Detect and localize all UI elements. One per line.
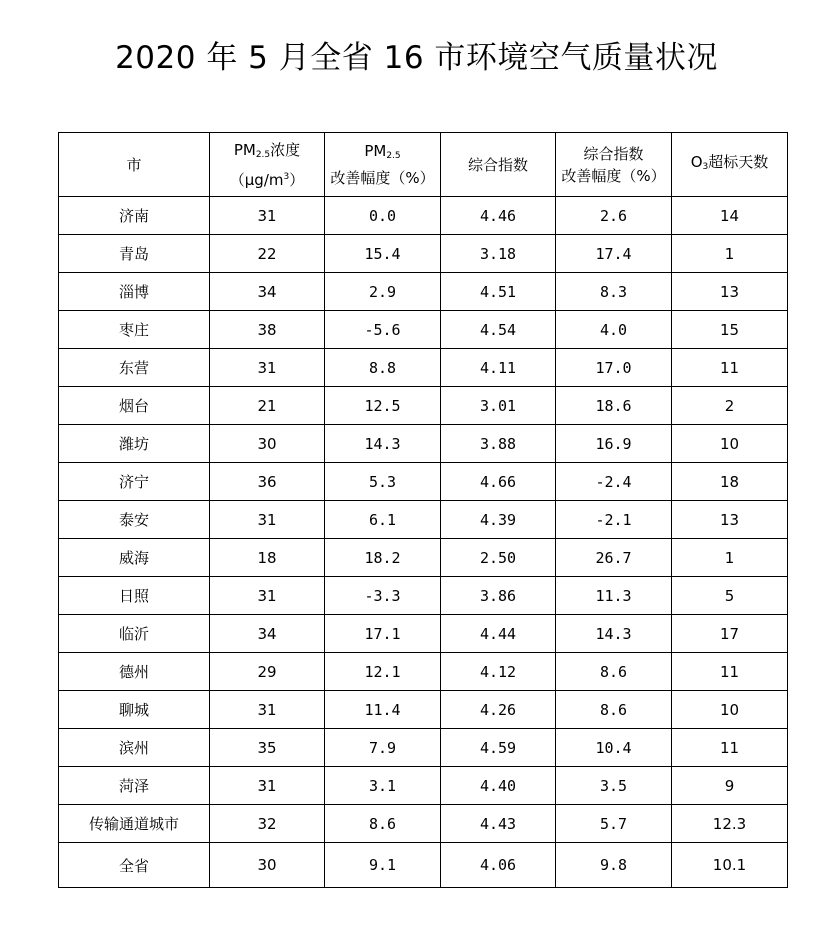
cell-pm25: 34 xyxy=(210,615,325,653)
cell-pm25-improve: 3.1 xyxy=(325,767,441,805)
cell-pm25-improve: 0.0 xyxy=(325,197,441,235)
cell-o3: 13 xyxy=(672,273,788,311)
cell-city: 德州 xyxy=(59,653,210,691)
cell-o3: 5 xyxy=(672,577,788,615)
cell-pm25: 21 xyxy=(210,387,325,425)
cell-o3: 1 xyxy=(672,235,788,273)
cell-index-improve: 3.5 xyxy=(556,767,672,805)
cell-o3: 11 xyxy=(672,653,788,691)
cell-index: 4.40 xyxy=(441,767,556,805)
cell-pm25-improve: 12.5 xyxy=(325,387,441,425)
cell-pm25: 18 xyxy=(210,539,325,577)
cell-index: 4.26 xyxy=(441,691,556,729)
table-row xyxy=(59,197,788,235)
cell-pm25: 30 xyxy=(210,425,325,463)
table-row xyxy=(59,615,788,653)
cell-index: 3.88 xyxy=(441,425,556,463)
cell-o3: 18 xyxy=(672,463,788,501)
cell-city: 青岛 xyxy=(59,235,210,273)
cell-city: 淄博 xyxy=(59,273,210,311)
cell-pm25: 31 xyxy=(210,197,325,235)
cell-city: 潍坊 xyxy=(59,425,210,463)
cell-o3: 17 xyxy=(672,615,788,653)
cell-pm25-improve: 2.9 xyxy=(325,273,441,311)
cell-pm25-improve: 11.4 xyxy=(325,691,441,729)
cell-index-improve: 17.0 xyxy=(556,349,672,387)
cell-pm25: 32 xyxy=(210,805,325,843)
cell-index-improve: 17.4 xyxy=(556,235,672,273)
cell-pm25-improve: 18.2 xyxy=(325,539,441,577)
cell-o3: 10 xyxy=(672,425,788,463)
table-header-row xyxy=(59,133,788,197)
cell-index: 4.39 xyxy=(441,501,556,539)
cell-city: 枣庄 xyxy=(59,311,210,349)
cell-index: 4.44 xyxy=(441,615,556,653)
cell-index-improve: 2.6 xyxy=(556,197,672,235)
cell-pm25: 36 xyxy=(210,463,325,501)
cell-o3: 11 xyxy=(672,729,788,767)
header-city: 市 xyxy=(59,133,210,197)
table-row xyxy=(59,767,788,805)
cell-pm25-improve: 8.6 xyxy=(325,805,441,843)
cell-pm25: 31 xyxy=(210,349,325,387)
cell-pm25-improve: -5.6 xyxy=(325,311,441,349)
air-quality-table xyxy=(58,132,788,888)
cell-city: 烟台 xyxy=(59,387,210,425)
cell-index: 4.51 xyxy=(441,273,556,311)
table-row xyxy=(59,349,788,387)
cell-index-improve: 9.8 xyxy=(556,843,672,888)
cell-pm25: 31 xyxy=(210,691,325,729)
table-row xyxy=(59,843,788,888)
cell-city: 日照 xyxy=(59,577,210,615)
cell-pm25: 38 xyxy=(210,311,325,349)
table-row xyxy=(59,387,788,425)
table-row xyxy=(59,501,788,539)
cell-pm25-improve: 8.8 xyxy=(325,349,441,387)
cell-o3: 13 xyxy=(672,501,788,539)
cell-city: 聊城 xyxy=(59,691,210,729)
cell-index-improve: -2.4 xyxy=(556,463,672,501)
cell-pm25-improve: 12.1 xyxy=(325,653,441,691)
table-row xyxy=(59,273,788,311)
table-row xyxy=(59,653,788,691)
cell-pm25-improve: -3.3 xyxy=(325,577,441,615)
cell-index: 4.46 xyxy=(441,197,556,235)
cell-city: 东营 xyxy=(59,349,210,387)
cell-index-improve: 5.7 xyxy=(556,805,672,843)
cell-index: 3.18 xyxy=(441,235,556,273)
table-row xyxy=(59,311,788,349)
cell-index: 3.86 xyxy=(441,577,556,615)
cell-index-improve: 8.3 xyxy=(556,273,672,311)
cell-index: 4.54 xyxy=(441,311,556,349)
header-o3: $O_3$超标天数 xyxy=(672,133,788,197)
table-row xyxy=(59,539,788,577)
cell-index: 4.59 xyxy=(441,729,556,767)
cell-index-improve: 11.3 xyxy=(556,577,672,615)
header-index: 综合指数 xyxy=(441,133,556,197)
cell-pm25: 31 xyxy=(210,577,325,615)
cell-pm25-improve: 14.3 xyxy=(325,425,441,463)
cell-pm25-improve: 17.1 xyxy=(325,615,441,653)
table-row xyxy=(59,691,788,729)
cell-index-improve: 16.9 xyxy=(556,425,672,463)
cell-pm25-improve: 9.1 xyxy=(325,843,441,888)
cell-pm25-improve: 6.1 xyxy=(325,501,441,539)
cell-index: 3.01 xyxy=(441,387,556,425)
cell-city: 菏泽 xyxy=(59,767,210,805)
cell-o3: 2 xyxy=(672,387,788,425)
cell-index-improve: -2.1 xyxy=(556,501,672,539)
cell-index: 4.11 xyxy=(441,349,556,387)
cell-city: 济宁 xyxy=(59,463,210,501)
page-title: 2020 年 5 月全省 16 市环境空气质量状况 xyxy=(115,40,718,76)
table-row xyxy=(59,577,788,615)
cell-index-improve: 18.6 xyxy=(556,387,672,425)
cell-pm25: 31 xyxy=(210,501,325,539)
cell-o3: 10.1 xyxy=(672,843,788,888)
cell-o3: 9 xyxy=(672,767,788,805)
cell-o3: 15 xyxy=(672,311,788,349)
table-row xyxy=(59,425,788,463)
table-row xyxy=(59,235,788,273)
cell-city: 传输通道城市 xyxy=(59,805,210,843)
cell-city: 滨州 xyxy=(59,729,210,767)
cell-pm25: 29 xyxy=(210,653,325,691)
table-row xyxy=(59,729,788,767)
table-row xyxy=(59,805,788,843)
cell-index-improve: 8.6 xyxy=(556,691,672,729)
cell-index-improve: 8.6 xyxy=(556,653,672,691)
cell-index: 4.66 xyxy=(441,463,556,501)
cell-city: 泰安 xyxy=(59,501,210,539)
table-row xyxy=(59,463,788,501)
cell-index-improve: 14.3 xyxy=(556,615,672,653)
cell-index-improve: 10.4 xyxy=(556,729,672,767)
cell-o3: 12.3 xyxy=(672,805,788,843)
cell-pm25: 31 xyxy=(210,767,325,805)
cell-city: 临沂 xyxy=(59,615,210,653)
cell-index-improve: 4.0 xyxy=(556,311,672,349)
header-pm25: $PM_{2.5}$浓度 $(\mu g/m^3)$ xyxy=(210,133,325,197)
cell-o3: 1 xyxy=(672,539,788,577)
cell-city: 全省 xyxy=(59,843,210,888)
cell-index: 4.43 xyxy=(441,805,556,843)
cell-pm25: 34 xyxy=(210,273,325,311)
cell-o3: 14 xyxy=(672,197,788,235)
cell-index-improve: 26.7 xyxy=(556,539,672,577)
cell-city: 威海 xyxy=(59,539,210,577)
cell-index: 2.50 xyxy=(441,539,556,577)
cell-city: 济南 xyxy=(59,197,210,235)
cell-pm25: 30 xyxy=(210,843,325,888)
cell-pm25: 22 xyxy=(210,235,325,273)
cell-index: 4.06 xyxy=(441,843,556,888)
cell-index: 4.12 xyxy=(441,653,556,691)
cell-pm25-improve: 5.3 xyxy=(325,463,441,501)
cell-pm25: 35 xyxy=(210,729,325,767)
header-pm25-improve: $PM_{2.5}$ 改善幅度（%） xyxy=(325,133,441,197)
cell-o3: 11 xyxy=(672,349,788,387)
cell-pm25-improve: 7.9 xyxy=(325,729,441,767)
header-index-improve: 综合指数 改善幅度（%） xyxy=(556,133,672,197)
cell-pm25-improve: 15.4 xyxy=(325,235,441,273)
cell-o3: 10 xyxy=(672,691,788,729)
